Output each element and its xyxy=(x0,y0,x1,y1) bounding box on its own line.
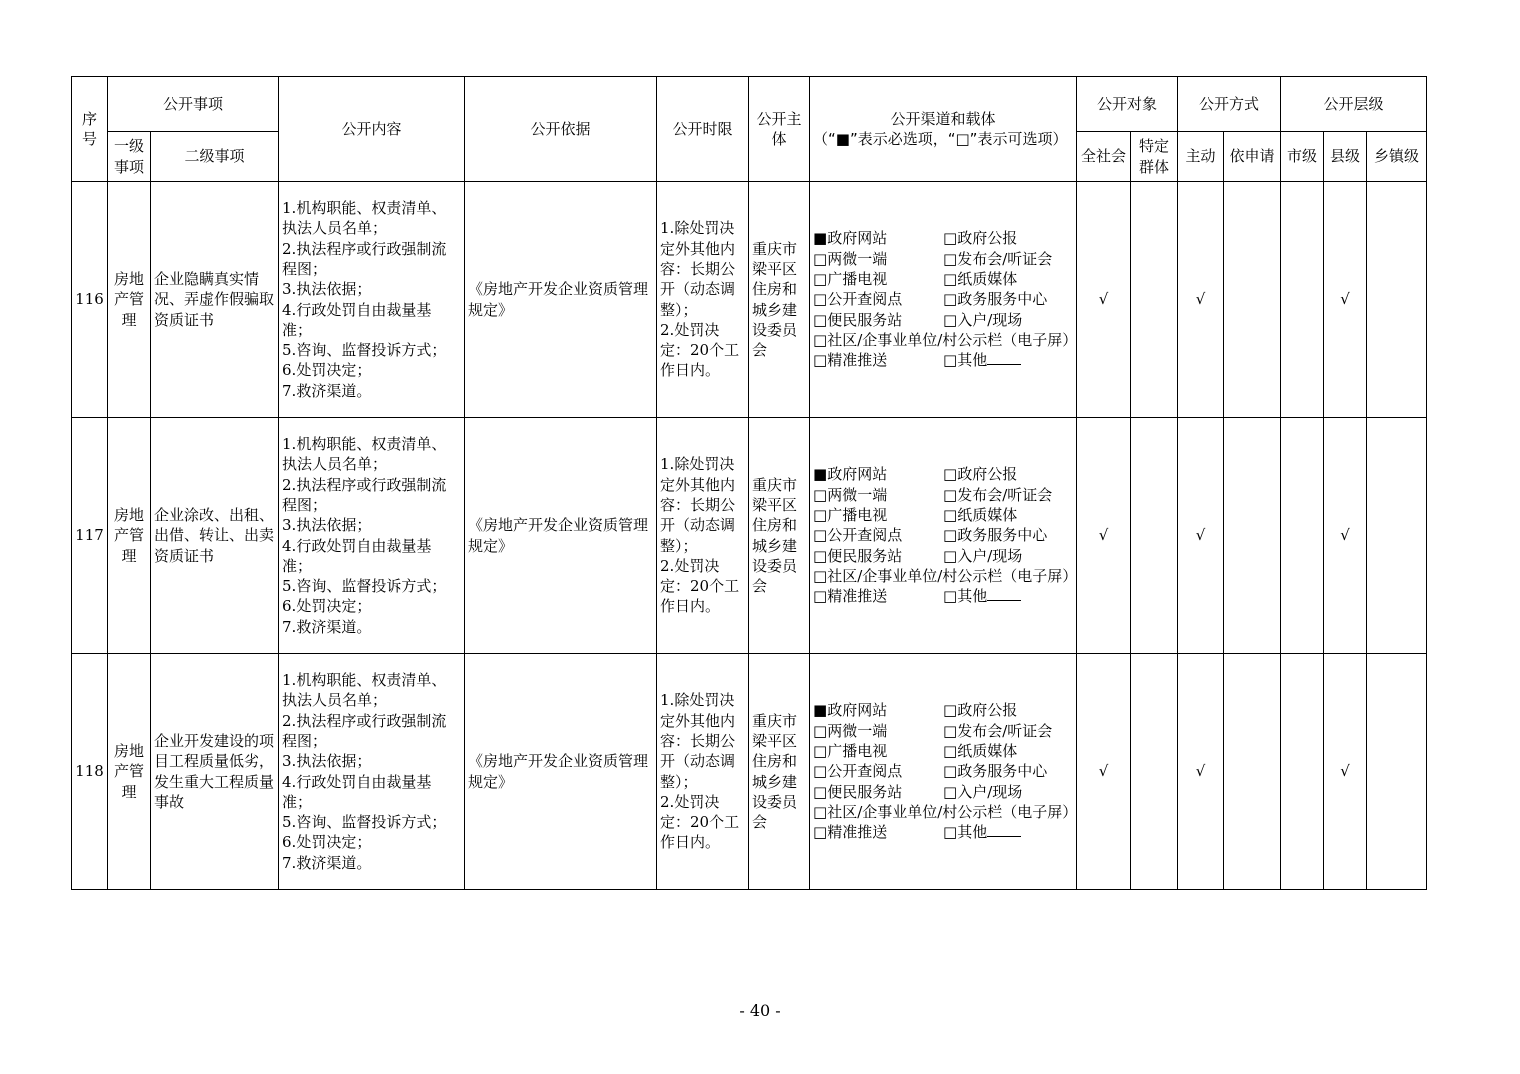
cell-level-county: √ xyxy=(1324,654,1367,890)
cell-method-active: √ xyxy=(1178,418,1224,654)
header-target-group: 公开对象 xyxy=(1077,77,1178,132)
channel-option: □两微一端 xyxy=(813,485,888,504)
channel-push: □精准推送 xyxy=(813,823,888,842)
header-level-city: 市级 xyxy=(1281,132,1324,182)
content-line: 2.执法程序或行政强制流程图； xyxy=(282,711,447,750)
cell-target-all: √ xyxy=(1077,418,1131,654)
channel-last-row xyxy=(813,822,1073,842)
content-line: 5.咨询、监督投诉方式； xyxy=(282,577,447,596)
channel-option: □两微一端 xyxy=(813,721,888,740)
content-line: 5.咨询、监督投诉方式； xyxy=(282,813,447,832)
content-line: 7.救济渠道。 xyxy=(282,617,372,636)
header-method-active: 主动 xyxy=(1178,132,1224,182)
content-line: 1.机构职能、权责清单、执法人员名单； xyxy=(282,199,447,238)
cell-method-apply xyxy=(1224,418,1281,654)
header-level-town: 乡镇级 xyxy=(1367,132,1427,182)
channel-other: □其他 xyxy=(943,823,988,842)
blank-underline xyxy=(987,822,1021,837)
cell-level2: 企业开发建设的项目工程质量低劣，发生重大工程质量事故 xyxy=(151,654,279,890)
table-row xyxy=(72,182,1427,418)
cell-time-limit xyxy=(657,182,749,418)
cell-basis: 《房地产开发企业资质管理规定》 xyxy=(465,182,657,418)
channel-other-wrap xyxy=(943,586,1073,606)
channel-option: □两微一端 xyxy=(813,249,888,268)
cell-seq: 117 xyxy=(72,418,108,654)
channel-options xyxy=(813,228,1073,329)
channel-other-wrap xyxy=(943,350,1073,370)
cell-level-county: √ xyxy=(1324,182,1367,418)
header-content: 公开内容 xyxy=(279,77,465,182)
cell-method-active: √ xyxy=(1178,182,1224,418)
cell-method-active: √ xyxy=(1178,654,1224,890)
time-limit-line: 1.除处罚决定外其他内容：长期公开（动态调整）； xyxy=(660,219,736,319)
channel-option: □便民服务站 xyxy=(813,310,903,329)
channel-push: □精准推送 xyxy=(813,351,888,370)
channel-option: □纸质媒体 xyxy=(943,270,1018,289)
cell-time-limit xyxy=(657,654,749,890)
cell-level1: 房地产管理 xyxy=(108,654,151,890)
cell-seq: 116 xyxy=(72,182,108,418)
header-target-specific: 特定群体 xyxy=(1131,132,1178,182)
content-line: 6.处罚决定； xyxy=(282,597,372,616)
content-line: 4.行政处罚自由裁量基准； xyxy=(282,772,432,811)
cell-content xyxy=(279,418,465,654)
channel-community: □社区/企事业单位/村公示栏（电子屏） xyxy=(813,802,1078,821)
channel-option: □入户/现场 xyxy=(943,310,1023,329)
cell-subject: 重庆市梁平区住房和城乡建设委员会 xyxy=(749,182,810,418)
channel-option: □广播电视 xyxy=(813,506,888,525)
cell-level-city xyxy=(1281,654,1324,890)
cell-seq: 118 xyxy=(72,654,108,890)
cell-content xyxy=(279,654,465,890)
cell-basis: 《房地产开发企业资质管理规定》 xyxy=(465,418,657,654)
channel-option: □便民服务站 xyxy=(813,546,903,565)
content-line: 5.咨询、监督投诉方式； xyxy=(282,341,447,360)
cell-level1: 房地产管理 xyxy=(108,418,151,654)
header-target-all: 全社会 xyxy=(1077,132,1131,182)
channel-other: □其他 xyxy=(943,587,988,606)
channel-option: □政府公报 xyxy=(943,465,1018,484)
content-line: 6.处罚决定； xyxy=(282,361,372,380)
header-seq: 序号 xyxy=(72,77,108,182)
channel-option: □入户/现场 xyxy=(943,782,1023,801)
header-level-group: 公开层级 xyxy=(1281,77,1427,132)
channel-option: □政府公报 xyxy=(943,229,1018,248)
channel-other-wrap xyxy=(943,822,1073,842)
time-limit-line: 1.除处罚决定外其他内容：长期公开（动态调整）； xyxy=(660,691,736,791)
content-line: 7.救济渠道。 xyxy=(282,381,372,400)
channel-option: □发布会/听证会 xyxy=(943,485,1053,504)
channel-option: □广播电视 xyxy=(813,742,888,761)
channel-option: □发布会/听证会 xyxy=(943,249,1053,268)
cell-subject: 重庆市梁平区住房和城乡建设委员会 xyxy=(749,654,810,890)
channel-options xyxy=(813,700,1073,801)
content-line: 7.救济渠道。 xyxy=(282,853,372,872)
channel-option: □广播电视 xyxy=(813,270,888,289)
table-header xyxy=(72,77,1427,182)
header-item-group: 公开事项 xyxy=(108,77,279,132)
cell-level-town xyxy=(1367,654,1427,890)
cell-target-all: √ xyxy=(1077,182,1131,418)
cell-subject: 重庆市梁平区住房和城乡建设委员会 xyxy=(749,418,810,654)
content-line: 3.执法依据； xyxy=(282,516,372,535)
cell-target-all: √ xyxy=(1077,654,1131,890)
channel-option: □政务服务中心 xyxy=(943,526,1048,545)
channel-option: □公开查阅点 xyxy=(813,762,903,781)
cell-level2: 企业隐瞒真实情况、弄虚作假骗取资质证书 xyxy=(151,182,279,418)
table-row xyxy=(72,418,1427,654)
blank-underline xyxy=(987,350,1021,365)
cell-level2: 企业涂改、出租、出借、转让、出卖资质证书 xyxy=(151,418,279,654)
content-line: 2.执法程序或行政强制流程图； xyxy=(282,239,447,278)
time-limit-line: 2.处罚决定：20个工作日内。 xyxy=(660,792,740,852)
table-row xyxy=(72,654,1427,890)
cell-channels xyxy=(810,654,1077,890)
channel-option: □纸质媒体 xyxy=(943,742,1018,761)
channel-option: □入户/现场 xyxy=(943,546,1023,565)
table-body xyxy=(72,182,1427,890)
channel-option: ■政府网站 xyxy=(813,701,888,720)
header-channel xyxy=(810,77,1077,182)
content-line: 1.机构职能、权责清单、执法人员名单； xyxy=(282,435,447,474)
cell-content xyxy=(279,182,465,418)
cell-channels xyxy=(810,182,1077,418)
header-method-group: 公开方式 xyxy=(1178,77,1281,132)
channel-option: ■政府网站 xyxy=(813,465,888,484)
content-line: 2.执法程序或行政强制流程图； xyxy=(282,475,447,514)
cell-method-apply xyxy=(1224,182,1281,418)
time-limit-line: 1.除处罚决定外其他内容：长期公开（动态调整）； xyxy=(660,455,736,555)
cell-level-county: √ xyxy=(1324,418,1367,654)
header-subject: 公开主体 xyxy=(749,77,810,182)
channel-option: □政务服务中心 xyxy=(943,290,1048,309)
channel-push: □精准推送 xyxy=(813,587,888,606)
cell-target-specific xyxy=(1131,654,1178,890)
cell-method-apply xyxy=(1224,654,1281,890)
time-limit-line: 2.处罚决定：20个工作日内。 xyxy=(660,556,740,616)
cell-level1: 房地产管理 xyxy=(108,182,151,418)
content-line: 4.行政处罚自由裁量基准； xyxy=(282,300,432,339)
header-level-county: 县级 xyxy=(1324,132,1367,182)
header-method-apply: 依申请 xyxy=(1224,132,1281,182)
content-line: 1.机构职能、权责清单、执法人员名单； xyxy=(282,671,447,710)
channel-community: □社区/企事业单位/村公示栏（电子屏） xyxy=(813,566,1078,585)
channel-last-row xyxy=(813,350,1073,370)
content-line: 4.行政处罚自由裁量基准； xyxy=(282,536,432,575)
cell-level-city xyxy=(1281,418,1324,654)
header-level1: 一级事项 xyxy=(108,132,151,182)
channel-other: □其他 xyxy=(943,351,988,370)
content-line: 6.处罚决定； xyxy=(282,833,372,852)
content-line: 3.执法依据； xyxy=(282,752,372,771)
content-line: 3.执法依据； xyxy=(282,280,372,299)
channel-option: □政务服务中心 xyxy=(943,762,1048,781)
cell-channels xyxy=(810,418,1077,654)
time-limit-line: 2.处罚决定：20个工作日内。 xyxy=(660,320,740,380)
cell-time-limit xyxy=(657,418,749,654)
header-channel-note: （“■”表示必选项，“□”表示可选项） xyxy=(813,130,1068,148)
channel-community: □社区/企事业单位/村公示栏（电子屏） xyxy=(813,330,1078,349)
cell-target-specific xyxy=(1131,418,1178,654)
channel-option: ■政府网站 xyxy=(813,229,888,248)
cell-level-town xyxy=(1367,182,1427,418)
header-level2: 二级事项 xyxy=(151,132,279,182)
blank-underline xyxy=(987,586,1021,601)
cell-basis: 《房地产开发企业资质管理规定》 xyxy=(465,654,657,890)
header-time-limit: 公开时限 xyxy=(657,77,749,182)
channel-last-row xyxy=(813,586,1073,606)
header-channel-title: 公开渠道和载体 xyxy=(890,109,996,128)
channel-option: □发布会/听证会 xyxy=(943,721,1053,740)
page-number: - 40 - xyxy=(739,1001,781,1020)
header-basis: 公开依据 xyxy=(465,77,657,182)
cell-target-specific xyxy=(1131,182,1178,418)
channel-option: □便民服务站 xyxy=(813,782,903,801)
channel-options xyxy=(813,464,1073,565)
cell-level-town xyxy=(1367,418,1427,654)
cell-level-city xyxy=(1281,182,1324,418)
channel-option: □纸质媒体 xyxy=(943,506,1018,525)
channel-option: □公开查阅点 xyxy=(813,526,903,545)
channel-option: □公开查阅点 xyxy=(813,290,903,309)
disclosure-table xyxy=(71,76,1427,890)
channel-option: □政府公报 xyxy=(943,701,1018,720)
